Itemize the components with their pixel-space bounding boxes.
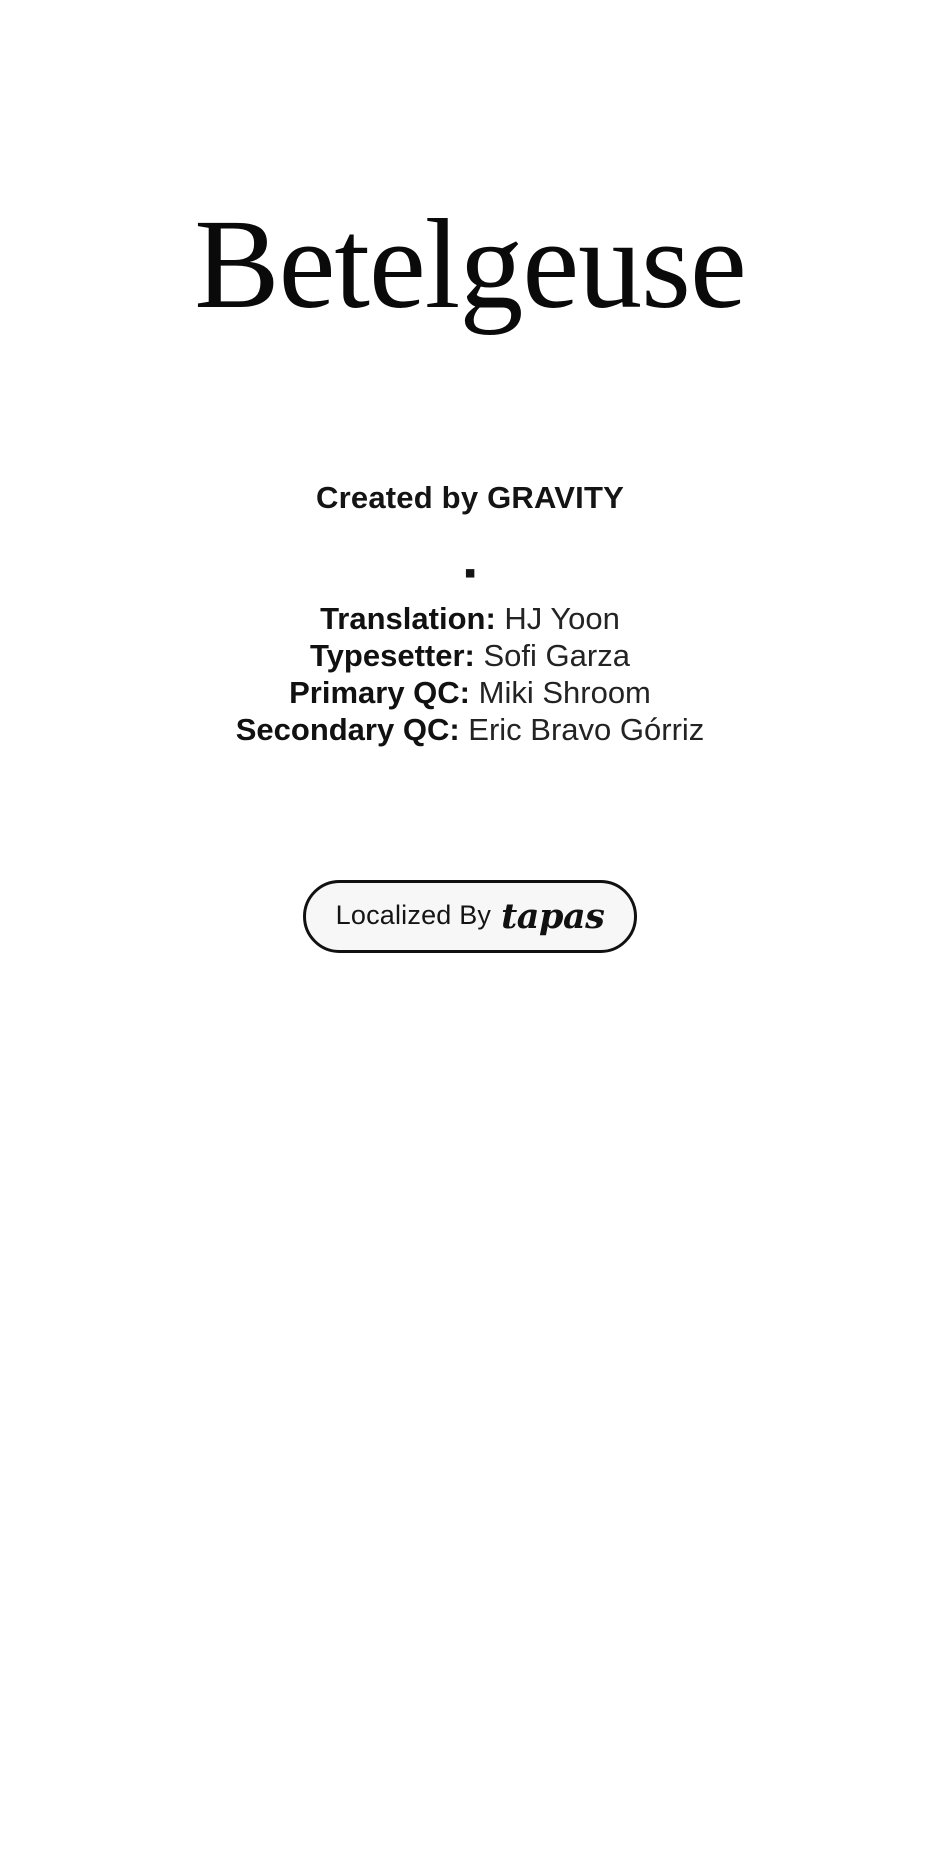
page-title: Betelgeuse xyxy=(194,193,746,335)
localized-by-label: Localized By xyxy=(335,900,492,930)
staff-role: Secondary QC: xyxy=(235,712,460,747)
list-item xyxy=(0,600,940,637)
created-by-line: Created by GRAVITY xyxy=(316,480,624,515)
credits-block xyxy=(0,480,940,748)
localized-by-badge[interactable] xyxy=(303,880,638,953)
staff-role: Typesetter: xyxy=(310,638,475,673)
staff-list xyxy=(0,600,940,748)
list-item xyxy=(0,711,940,748)
staff-role: Translation: xyxy=(320,601,496,636)
separator-dot-icon: ▪ xyxy=(463,554,477,592)
staff-name: Sofi Garza xyxy=(483,638,630,673)
list-item xyxy=(0,637,940,674)
list-item xyxy=(0,674,940,711)
staff-name: Eric Bravo Górriz xyxy=(468,712,705,747)
localized-badge-wrap xyxy=(0,880,940,953)
staff-role: Primary QC: xyxy=(289,675,470,710)
staff-name: HJ Yoon xyxy=(504,601,620,636)
staff-name: Miki Shroom xyxy=(478,675,651,710)
tapas-logo: tapas xyxy=(501,896,605,937)
